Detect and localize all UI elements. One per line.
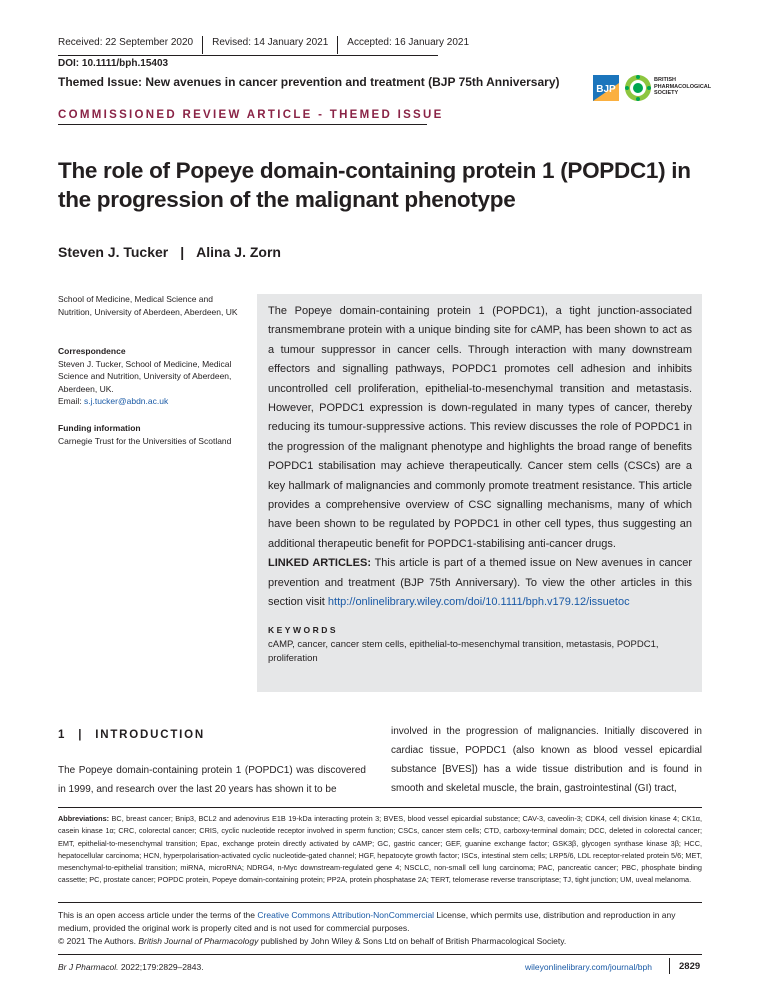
- bjp-logo-icon: [593, 75, 619, 101]
- author-list: [58, 244, 281, 260]
- linked-articles-text: This article is part of a themed issue on New avenues in cancer prevention and treatment (BJP 75th Anniversary). To view the other articles in this section visit: [268, 557, 692, 609]
- copyright-post: published by John Wiley & Sons Ltd on behalf of British Pharmacological Society.: [258, 935, 567, 946]
- license-notice: [58, 909, 702, 947]
- citation-details: 2022;179:2829–2843.: [118, 962, 204, 972]
- abbreviations-divider: [58, 807, 702, 808]
- bps-logo-text: BRITISH PHARMACOLOGICAL SOCIETY: [654, 77, 712, 96]
- footer-divider: [58, 954, 702, 955]
- license-post: License, which permits use, distribution and reproduction in any medium, provided the original work is properly cited and is not used for commercial purposes.: [58, 910, 676, 933]
- received-date: Received: 22 September 2020: [58, 36, 203, 54]
- correspondence-body: Steven J. Tucker, School of Medicine, Medical Science and Nutrition, University of Aberdeen, Aberdeen, UK.: [58, 358, 232, 394]
- email-link[interactable]: s.j.tucker@abdn.ac.uk: [83, 396, 169, 406]
- body-column-right: involved in the progression of malignancies. Initially discovered in cardiac tissue, POPDC1 (also known as blood vessel epicardial substance [BVES]) has a wide tissue distribution and is found in smooth and skeletal muscle, the brain, gastrointestinal (GI) tract,: [391, 726, 702, 794]
- journal-website-link[interactable]: wileyonlinelibrary.com/journal/bph: [525, 962, 652, 972]
- doi: DOI: 10.1111/bph.15403: [58, 58, 169, 69]
- author-name[interactable]: Steven J. Tucker: [58, 244, 169, 260]
- abbreviations-label: Abbreviations:: [58, 814, 110, 823]
- revised-date: Revised: 14 January 2021: [212, 36, 338, 54]
- article-type-label: COMMISSIONED REVIEW ARTICLE - THEMED ISSUE: [58, 109, 444, 121]
- copyright-pre: © 2021 The Authors.: [58, 935, 139, 946]
- bps-logo-icon: [624, 74, 652, 102]
- author-name[interactable]: Alina J. Zorn: [196, 244, 281, 260]
- linked-articles-label: LINKED ARTICLES:: [268, 557, 371, 570]
- body-column-left: The Popeye domain-containing protein 1 (POPDC1) was discovered in 1999, and research over the last 20 years has shown it to be: [58, 765, 366, 795]
- license-pre: This is an open access article under the terms of the: [58, 910, 258, 920]
- page-number: 2829: [679, 961, 701, 972]
- keywords-list: cAMP, cancer, cancer stem cells, epithelial-to-mesenchymal transition, metastasis, POPDC1, proliferation: [268, 638, 659, 664]
- abstract-text: The Popeye domain-containing protein 1 (POPDC1), a tight junction-associated transmembrane protein with a unique binding site for cAMP, has been shown to act as a tumour suppressor in cancer cells. Through interaction with many downstream effectors and signalling pathways, POPDC1 promotes cell adhesion and inhibits uncontrolled cell proliferation, epithelial-to-mesenchymal transition and metastasis. However, POPDC1 expression is down-regulated in many types of cancer, thereby reducing its tumour-suppressive actions. This review discusses the role of POPDC1 in the progression of the malignant phenotype and highlights the broad range of benefits POPDC1 stabilisation may achieve therapeutically. Cancer stem cells (CSCs) are a key hallmark of malignancies and commonly promote treatment resistance. This article provides a comprehensive overview of CSC signalling mechanisms, many of which have been shown to be regulated by POPDC1 in other cell types, thus suggesting an additional therapeutic benefit for POPDC1-stabilising anti-cancer drugs.: [268, 305, 692, 550]
- bjp-logo-text: BJP: [596, 84, 616, 95]
- footer-separator: [669, 958, 670, 974]
- abbreviations: [58, 813, 702, 887]
- accepted-date: Accepted: 16 January 2021: [347, 37, 470, 48]
- header-divider: [58, 55, 438, 56]
- article-dates: [58, 36, 487, 54]
- journal-name: British Journal of Pharmacology: [138, 935, 259, 946]
- themed-issue-title: Themed Issue: New avenues in cancer prevention and treatment (BJP 75th Anniversary): [58, 75, 560, 89]
- funding: [58, 422, 248, 447]
- article-type-underline: [58, 124, 427, 125]
- correspondence-heading: Correspondence: [58, 346, 126, 356]
- funding-heading: Funding information: [58, 423, 141, 433]
- abstract-box: [257, 294, 702, 692]
- license-link[interactable]: Creative Commons Attribution-NonCommercial: [257, 910, 435, 920]
- citation-journal: Br J Pharmacol.: [58, 962, 119, 972]
- author-separator: |: [180, 244, 185, 260]
- linked-articles-url[interactable]: http://onlinelibrary.wiley.com/doi/10.1111/bph.v179.12/issuetoc: [327, 596, 630, 609]
- article-title: The role of Popeye domain-containing protein 1 (POPDC1) in the progression of the malignant phenotype: [58, 158, 691, 212]
- section-title: INTRODUCTION: [95, 729, 205, 741]
- section-number: 1: [58, 729, 67, 741]
- linked-articles: [268, 554, 692, 612]
- footer-citation: [58, 962, 204, 972]
- correspondence: [58, 345, 248, 408]
- keywords-heading: KEYWORDS: [268, 624, 339, 635]
- affiliation: School of Medicine, Medical Science and Nutrition, University of Aberdeen, Aberdeen, UK: [58, 294, 238, 317]
- introduction-heading: [58, 729, 205, 741]
- email-label: Email:: [58, 396, 84, 406]
- abbreviations-text: BC, breast cancer; Bnip3, BCL2 and adenovirus E1B 19-kDa interacting protein 3; BVES, blood vessel epicardial substance; CAV-3, caveolin-3; CDK4, cell division kinase 4; CK1α, casein kinase 1α; CRC, colorectal cancer; CRIS, cyclic nucleotide receptor involved in sperm function; CSCs, cancer stem cells; CTD, carboxy-terminal domain; DCC, deleted in colorectal cancer; EMT, epithelial-to-mesenchymal transition; Epac, exchange protein directly activated by cAMP; GC, gastric cancer; GEF, guanine exchange factor; GSK3β, glycogen synthase kinase 3β; HCC, hepatocellular carcinoma; HCN, hyperpolarisation-activated cyclic nucleotide-gated channel; HGF, hepatocyte growth factor; ISCs, intestinal stem cells; LRP5/6, LDL receptor-related protein 5/6; MET, mesenchymal-to-epithelial transition; miRNA, microRNA; NDRG4, n-Myc downstream-regulated gene 4; NSCLC, non-small cell lung carcinoma; PAC, pancreatic cancer; PBC, phosphate binding cassette; PC, prostate cancer; POPDC protein, Popeye domain-containing protein; PP2A, protein phosphatase 2A; TERT, telomerase reverse transcriptase; TJ, tight junction; UM, uveal melanoma.: [58, 814, 702, 885]
- section-separator: |: [78, 729, 84, 741]
- license-divider: [58, 902, 702, 903]
- funding-body: Carnegie Trust for the Universities of Scotland: [58, 435, 232, 446]
